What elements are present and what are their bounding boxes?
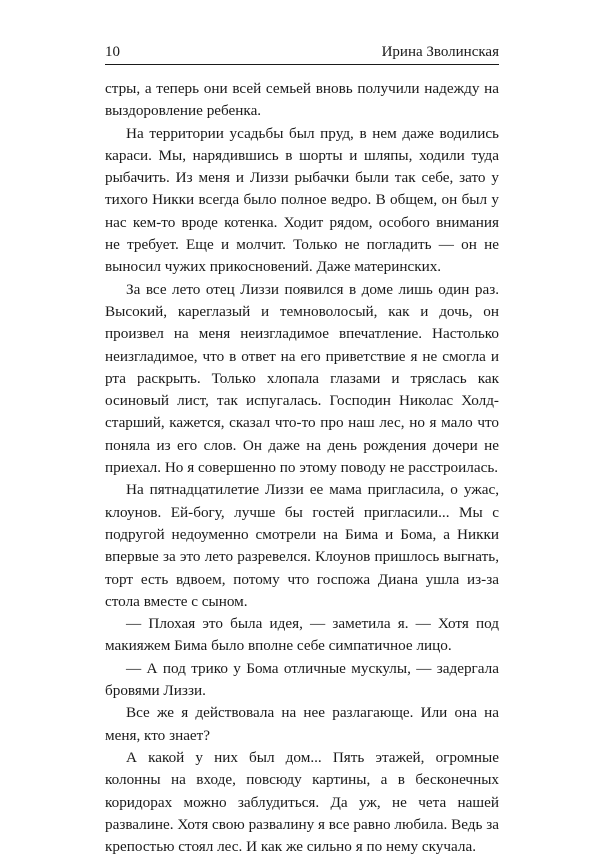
dialogue-line: — А под трико у Бома отличные мускулы, — задергала бровями Лиззи.: [105, 659, 499, 700]
paragraph: За все лето отец Лиззи появился в доме лишь один раз. Высокий, кареглазый и темноволосый, как и дочь, он произвел на меня неизгладимое впечатление. Настолько неизгладимое, что в ответ на его приветствие я не смогла и рта раскрыть. Только хлопала глазами и тряслась как осиновый лист, так испугалась. Господин Николас Холд-старший, кажется, сказал что-то про наш лес, но я мало что поняла из его слов. Он даже на день рождения дочери не приехал. Но я совершенно по этому поводу не расстроилась.: [105, 280, 499, 477]
header-divider: [105, 64, 499, 65]
body-text: [105, 78, 499, 858]
paragraph: А какой у них был дом... Пять этажей, огромные колонны на входе, повсюду картины, а в бесконечных коридорах можно заблудиться. Да уж, не чета нашей развалине. Хотя свою развалину я все равно любила. Ведь за крепостью стоял лес. И как же сильно я по нему скучала.: [105, 748, 499, 856]
paragraph: Все же я действовала на нее разлагающе. Или она на меня, кто знает?: [105, 704, 499, 744]
paragraph: стры, а теперь они всей семьей вновь получили надежду на выздоровление ребенка.: [105, 80, 499, 120]
paragraph: На пятнадцатилетие Лиззи ее мама пригласила, о ужас, клоунов. Ей-богу, лучше бы гостей пригласили... Мы с подругой недоуменно смотрели на Бима и Бома, а Никки впервые за это лето разревелся. Клоунов пришлось выгнать, торт есть вдвоем, потому что госпожа Диана ушла из-за стола вместе с сыном.: [105, 481, 499, 610]
paragraph: На территории усадьбы был пруд, в нем даже водились караси. Мы, нарядившись в шорты и шляпы, ходили туда рыбачить. Из меня и Лиззи рыбачки были так себе, зато у тихого Никки всегда было полное ведро. В общем, он был у нас кем-то вроде котенка. Ходит рядом, особого внимания не требует. Еще и молчит. Только не погладить — он не выносил чужих прикосновений. Даже материнских.: [105, 124, 499, 276]
dialogue-line: — Плохая это была идея, — заметила я. — Хотя под макияжем Бима было вполне себе симпатичное лицо.: [105, 615, 499, 655]
running-title: Ирина Зволинская: [381, 44, 499, 60]
running-header: [105, 40, 499, 64]
page-number: 10: [105, 44, 120, 60]
